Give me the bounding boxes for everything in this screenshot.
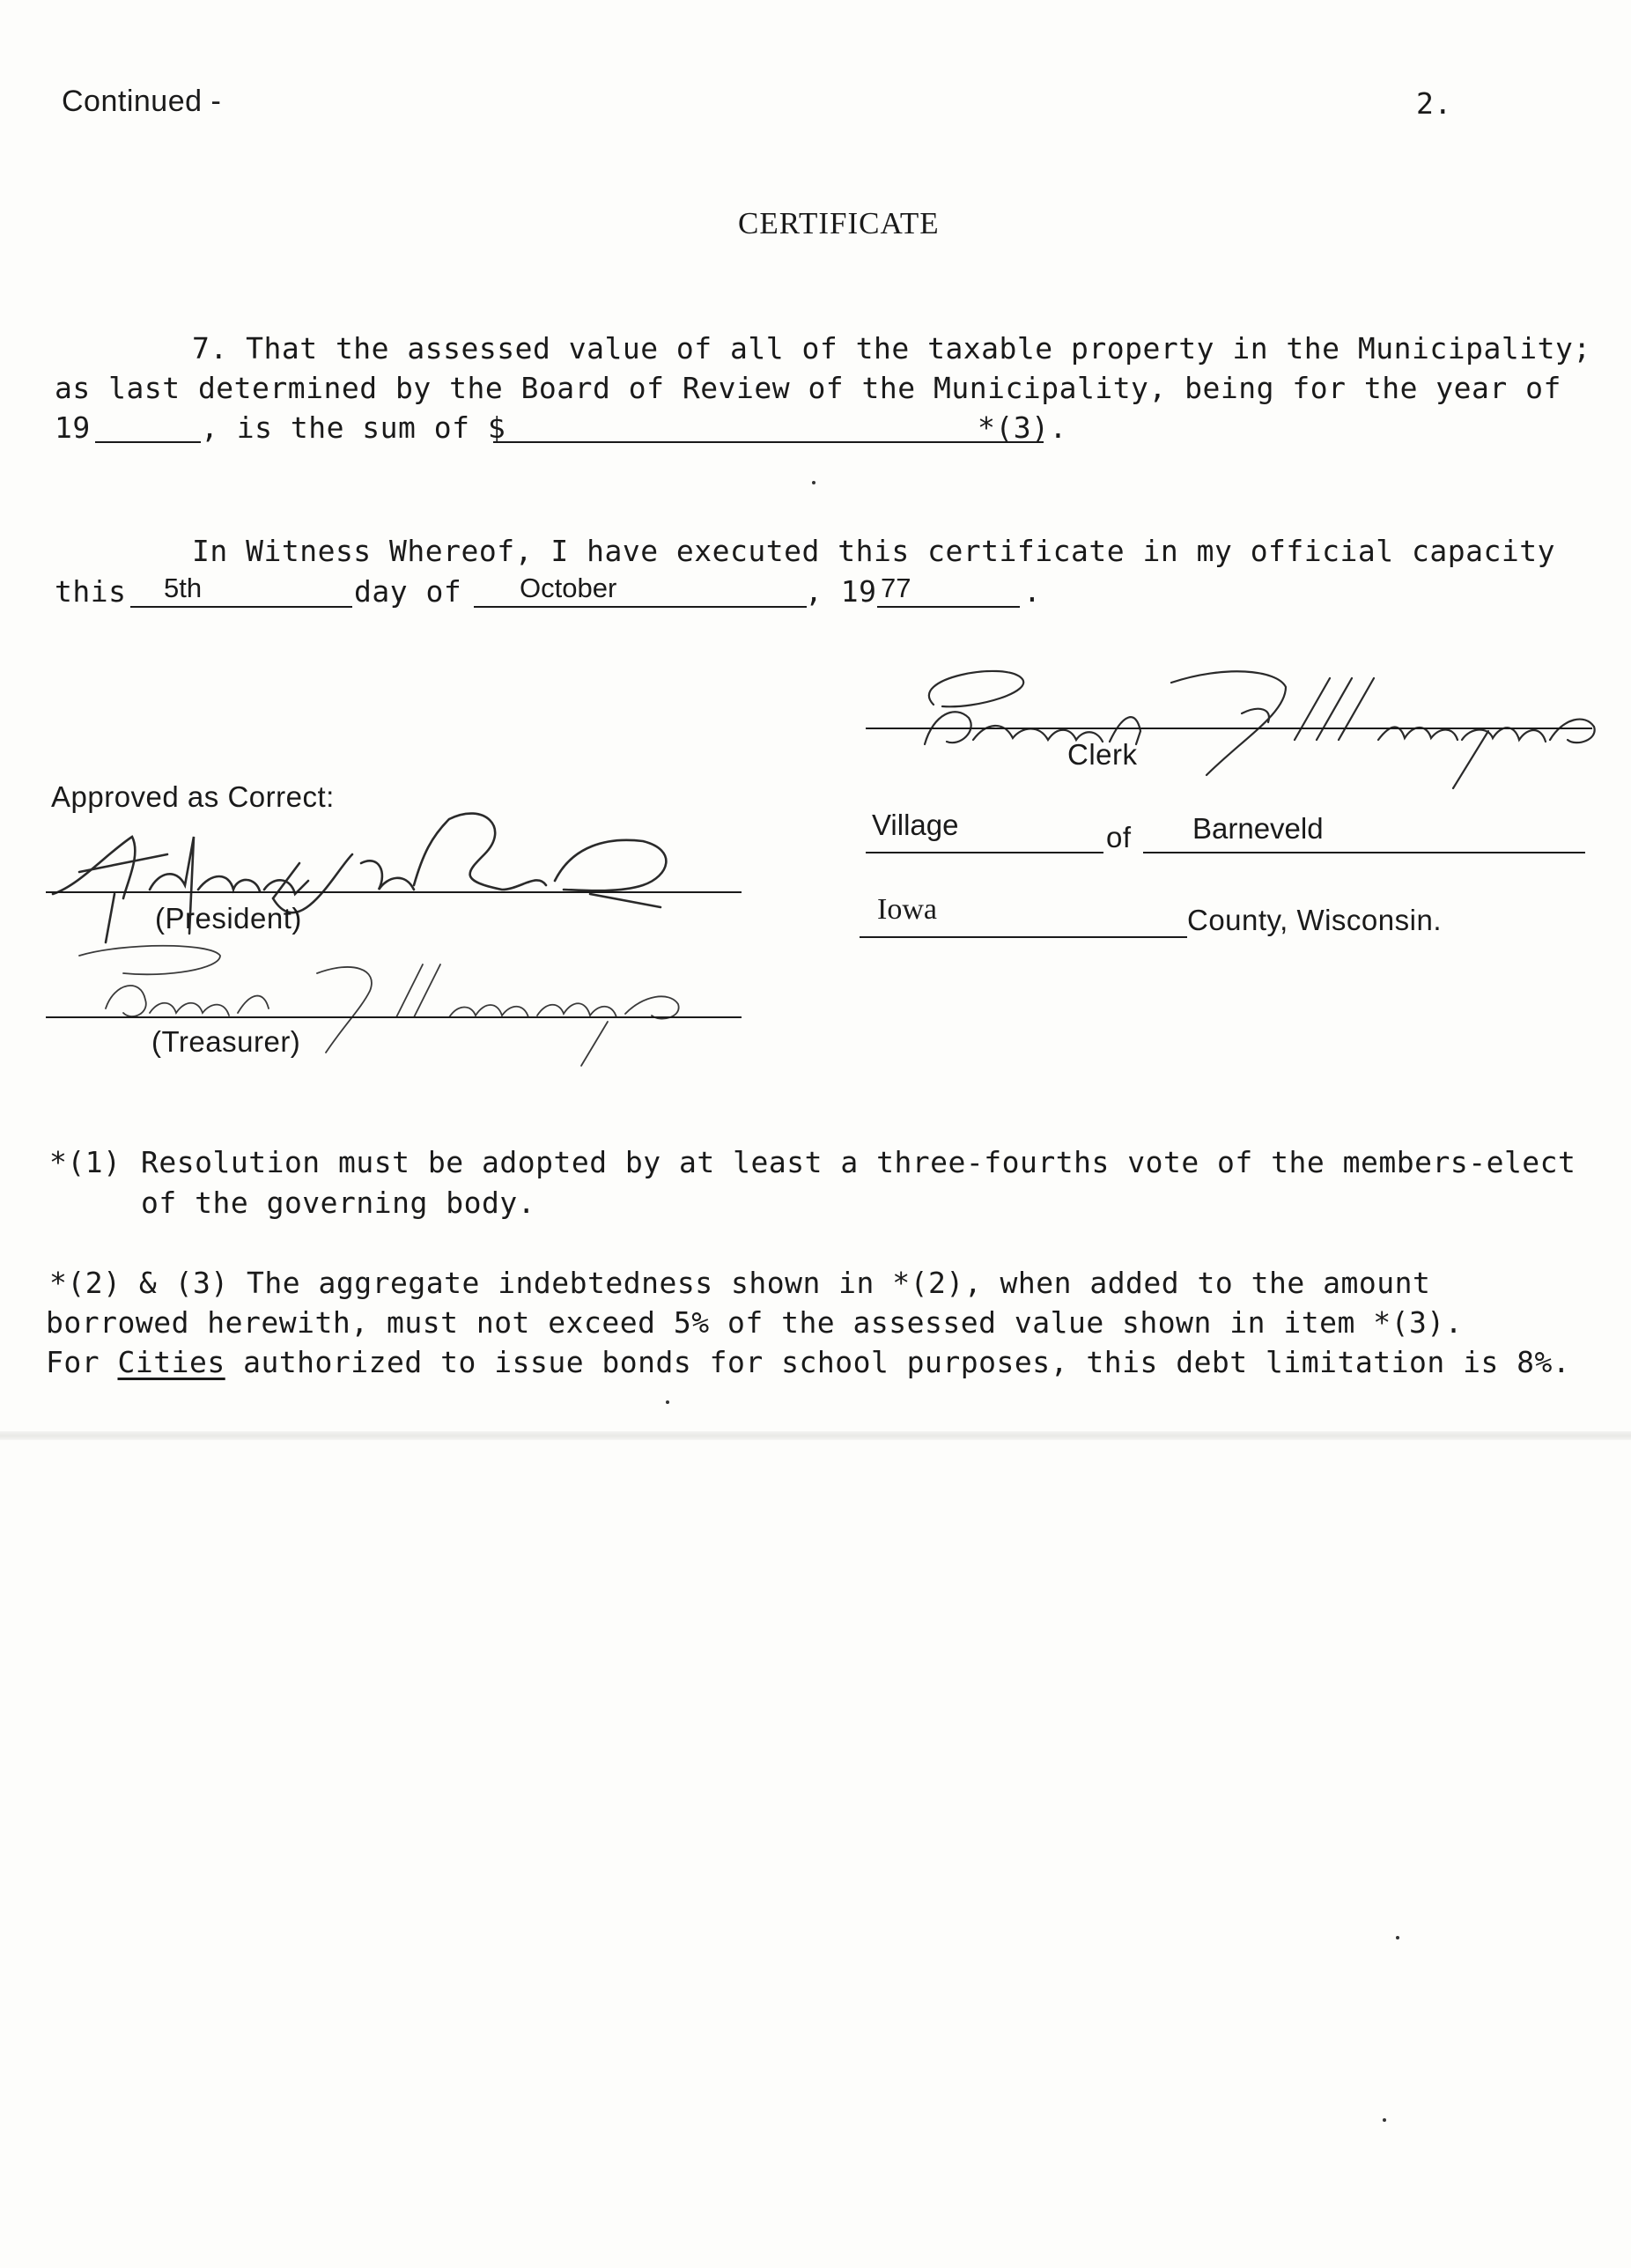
clerk-role-label: Clerk — [1067, 738, 1138, 771]
footnote23-rest: authorized to issue bonds for school purposes, this debt limitation is 8%. — [243, 1345, 1571, 1379]
footnote1-line1: Resolution must be adopted by at least a three-fourths vote of the members-elect — [141, 1145, 1576, 1179]
witness-day-value: 5th — [164, 573, 203, 603]
footnote23-line1: *(2) & (3) The aggregate indebtedness shown in *(2), when added to the amount — [49, 1266, 1431, 1300]
footnote1-line2: of the governing body. — [141, 1186, 536, 1220]
year-blank-line — [95, 441, 201, 443]
president-signature — [44, 802, 696, 951]
paper-fold — [0, 1431, 1631, 1440]
treasurer-signature-line — [46, 1016, 742, 1018]
footnote23-cities: Cities — [117, 1345, 225, 1379]
treasurer-label: (Treasurer) — [151, 1025, 301, 1058]
president-label: (President) — [155, 902, 302, 935]
witness-year-value: 77 — [881, 573, 911, 603]
page-title: CERTIFICATE — [738, 206, 940, 240]
witness-month-value: October — [520, 573, 617, 603]
county-value: Iowa — [877, 893, 937, 926]
year-line — [877, 606, 1020, 608]
item7-line1: 7. That the assessed value of all of the taxable property in the Municipality; — [192, 331, 1591, 366]
municipality-name: Barneveld — [1192, 812, 1324, 845]
of-label: of — [1106, 821, 1132, 853]
footnote23-for: For — [46, 1345, 100, 1379]
item7-footnote-ref: *(3). — [978, 410, 1067, 445]
month-blank-line — [474, 606, 807, 608]
item7-year-prefix: 19 — [55, 410, 91, 445]
clerk-signature — [872, 643, 1612, 793]
paper-speck — [666, 1400, 669, 1404]
item7-line2: as last determined by the Board of Review of the Municipality, being for the year of — [55, 371, 1561, 405]
page-number: 2. — [1416, 86, 1452, 121]
witness-year-prefix: , 19 — [805, 574, 877, 609]
witness-period: . — [1023, 574, 1042, 609]
day-blank-line — [130, 606, 352, 608]
paper-speck — [812, 481, 816, 484]
county-line — [860, 936, 1187, 938]
paper-speck — [1396, 1936, 1399, 1939]
witness-day-label: day of — [354, 574, 462, 609]
witness-line1: In Witness Whereof, I have executed this certificate in my official capacity — [192, 534, 1555, 568]
president-signature-line — [46, 891, 742, 893]
municipality-type-line — [866, 852, 1103, 853]
approved-heading: Approved as Correct: — [51, 780, 335, 813]
witness-this-label: this — [55, 574, 127, 609]
footnote23-line3 — [46, 1345, 1570, 1379]
clerk-signature-line — [866, 728, 1592, 729]
item7-sum-label: , is the sum of $ — [201, 410, 506, 445]
footnote23-line2: borrowed herewith, must not exceed 5% of the assessed value shown in item *(3). — [46, 1305, 1464, 1340]
paper-speck — [1383, 2118, 1386, 2122]
sum-blank-line — [493, 441, 1044, 443]
municipality-type: Village — [872, 809, 959, 841]
municipality-name-line — [1143, 852, 1585, 853]
continued-label: Continued - — [62, 85, 222, 118]
footnote1-marker: *(1) — [49, 1145, 122, 1179]
county-suffix: County, Wisconsin. — [1187, 904, 1442, 936]
